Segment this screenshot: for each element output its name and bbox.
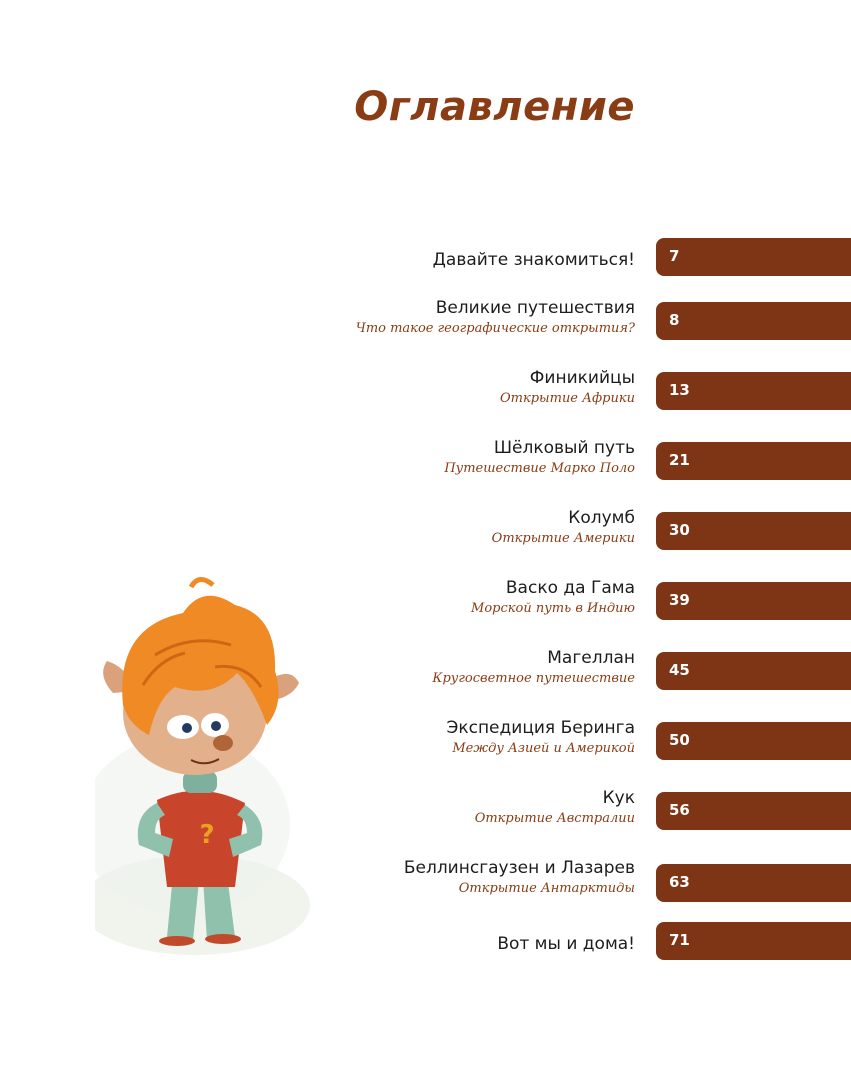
- page-number-tab: [656, 652, 851, 690]
- svg-text:?: ?: [199, 820, 215, 850]
- toc-entry[interactable]: [0, 238, 851, 278]
- page-number: 50: [669, 731, 690, 749]
- page-number: 56: [669, 801, 690, 819]
- toc-entry[interactable]: [0, 508, 851, 548]
- page-number-tab: [656, 582, 851, 620]
- page-number: 30: [669, 521, 690, 539]
- toc-subtitle: Открытие Австралии: [474, 811, 635, 826]
- toc-subtitle: Между Азией и Америкой: [452, 741, 635, 756]
- page-number-tab: [656, 238, 851, 276]
- page-number-tab: [656, 922, 851, 960]
- toc-subtitle: Открытие Африки: [499, 391, 635, 406]
- page-number: 45: [669, 661, 690, 679]
- toc-subtitle: Кругосветное путешествие: [432, 671, 635, 686]
- toc-heading: Давайте знакомиться!: [432, 250, 635, 270]
- toc-entry[interactable]: [0, 298, 851, 338]
- page-number: 71: [669, 931, 690, 949]
- page-number: 39: [669, 591, 690, 609]
- toc-heading: Магеллан: [547, 648, 635, 668]
- page-number-tab: [656, 372, 851, 410]
- page-number: 63: [669, 873, 690, 891]
- page-number: 13: [669, 381, 690, 399]
- toc-heading: Колумб: [568, 508, 635, 528]
- cartoon-boy-drawing: [95, 575, 335, 960]
- page-number-tab: [656, 722, 851, 760]
- toc-heading: Беллинсгаузен и Лазарев: [403, 858, 635, 878]
- toc-heading: Великие путешествия: [435, 298, 635, 318]
- toc-subtitle: Открытие Америки: [491, 531, 635, 546]
- toc-entry[interactable]: [0, 368, 851, 408]
- toc-heading: Шёлковый путь: [493, 438, 635, 458]
- page-number-tab: [656, 302, 851, 340]
- toc-subtitle: Морской путь в Индию: [471, 601, 635, 616]
- page-title: Оглавление: [354, 84, 635, 130]
- toc-subtitle: Путешествие Марко Поло: [444, 461, 635, 476]
- page-number: 21: [669, 451, 690, 469]
- toc-subtitle: Что такое географические открытия?: [355, 321, 635, 336]
- toc-heading: Вот мы и дома!: [497, 934, 635, 954]
- page-number: 7: [669, 247, 680, 265]
- toc-entry[interactable]: [0, 438, 851, 478]
- page-number-tab: [656, 864, 851, 902]
- toc-heading: Кук: [602, 788, 635, 808]
- page-number-tab: [656, 442, 851, 480]
- toc-heading: Экспедиция Беринга: [446, 718, 635, 738]
- toc-heading: Финикийцы: [529, 368, 635, 388]
- page-number-tab: [656, 792, 851, 830]
- page-number-tab: [656, 512, 851, 550]
- character-illustration: [95, 575, 335, 960]
- toc-heading: Васко да Гама: [505, 578, 635, 598]
- toc-subtitle: Открытие Антарктиды: [458, 881, 635, 896]
- page-number: 8: [669, 311, 680, 329]
